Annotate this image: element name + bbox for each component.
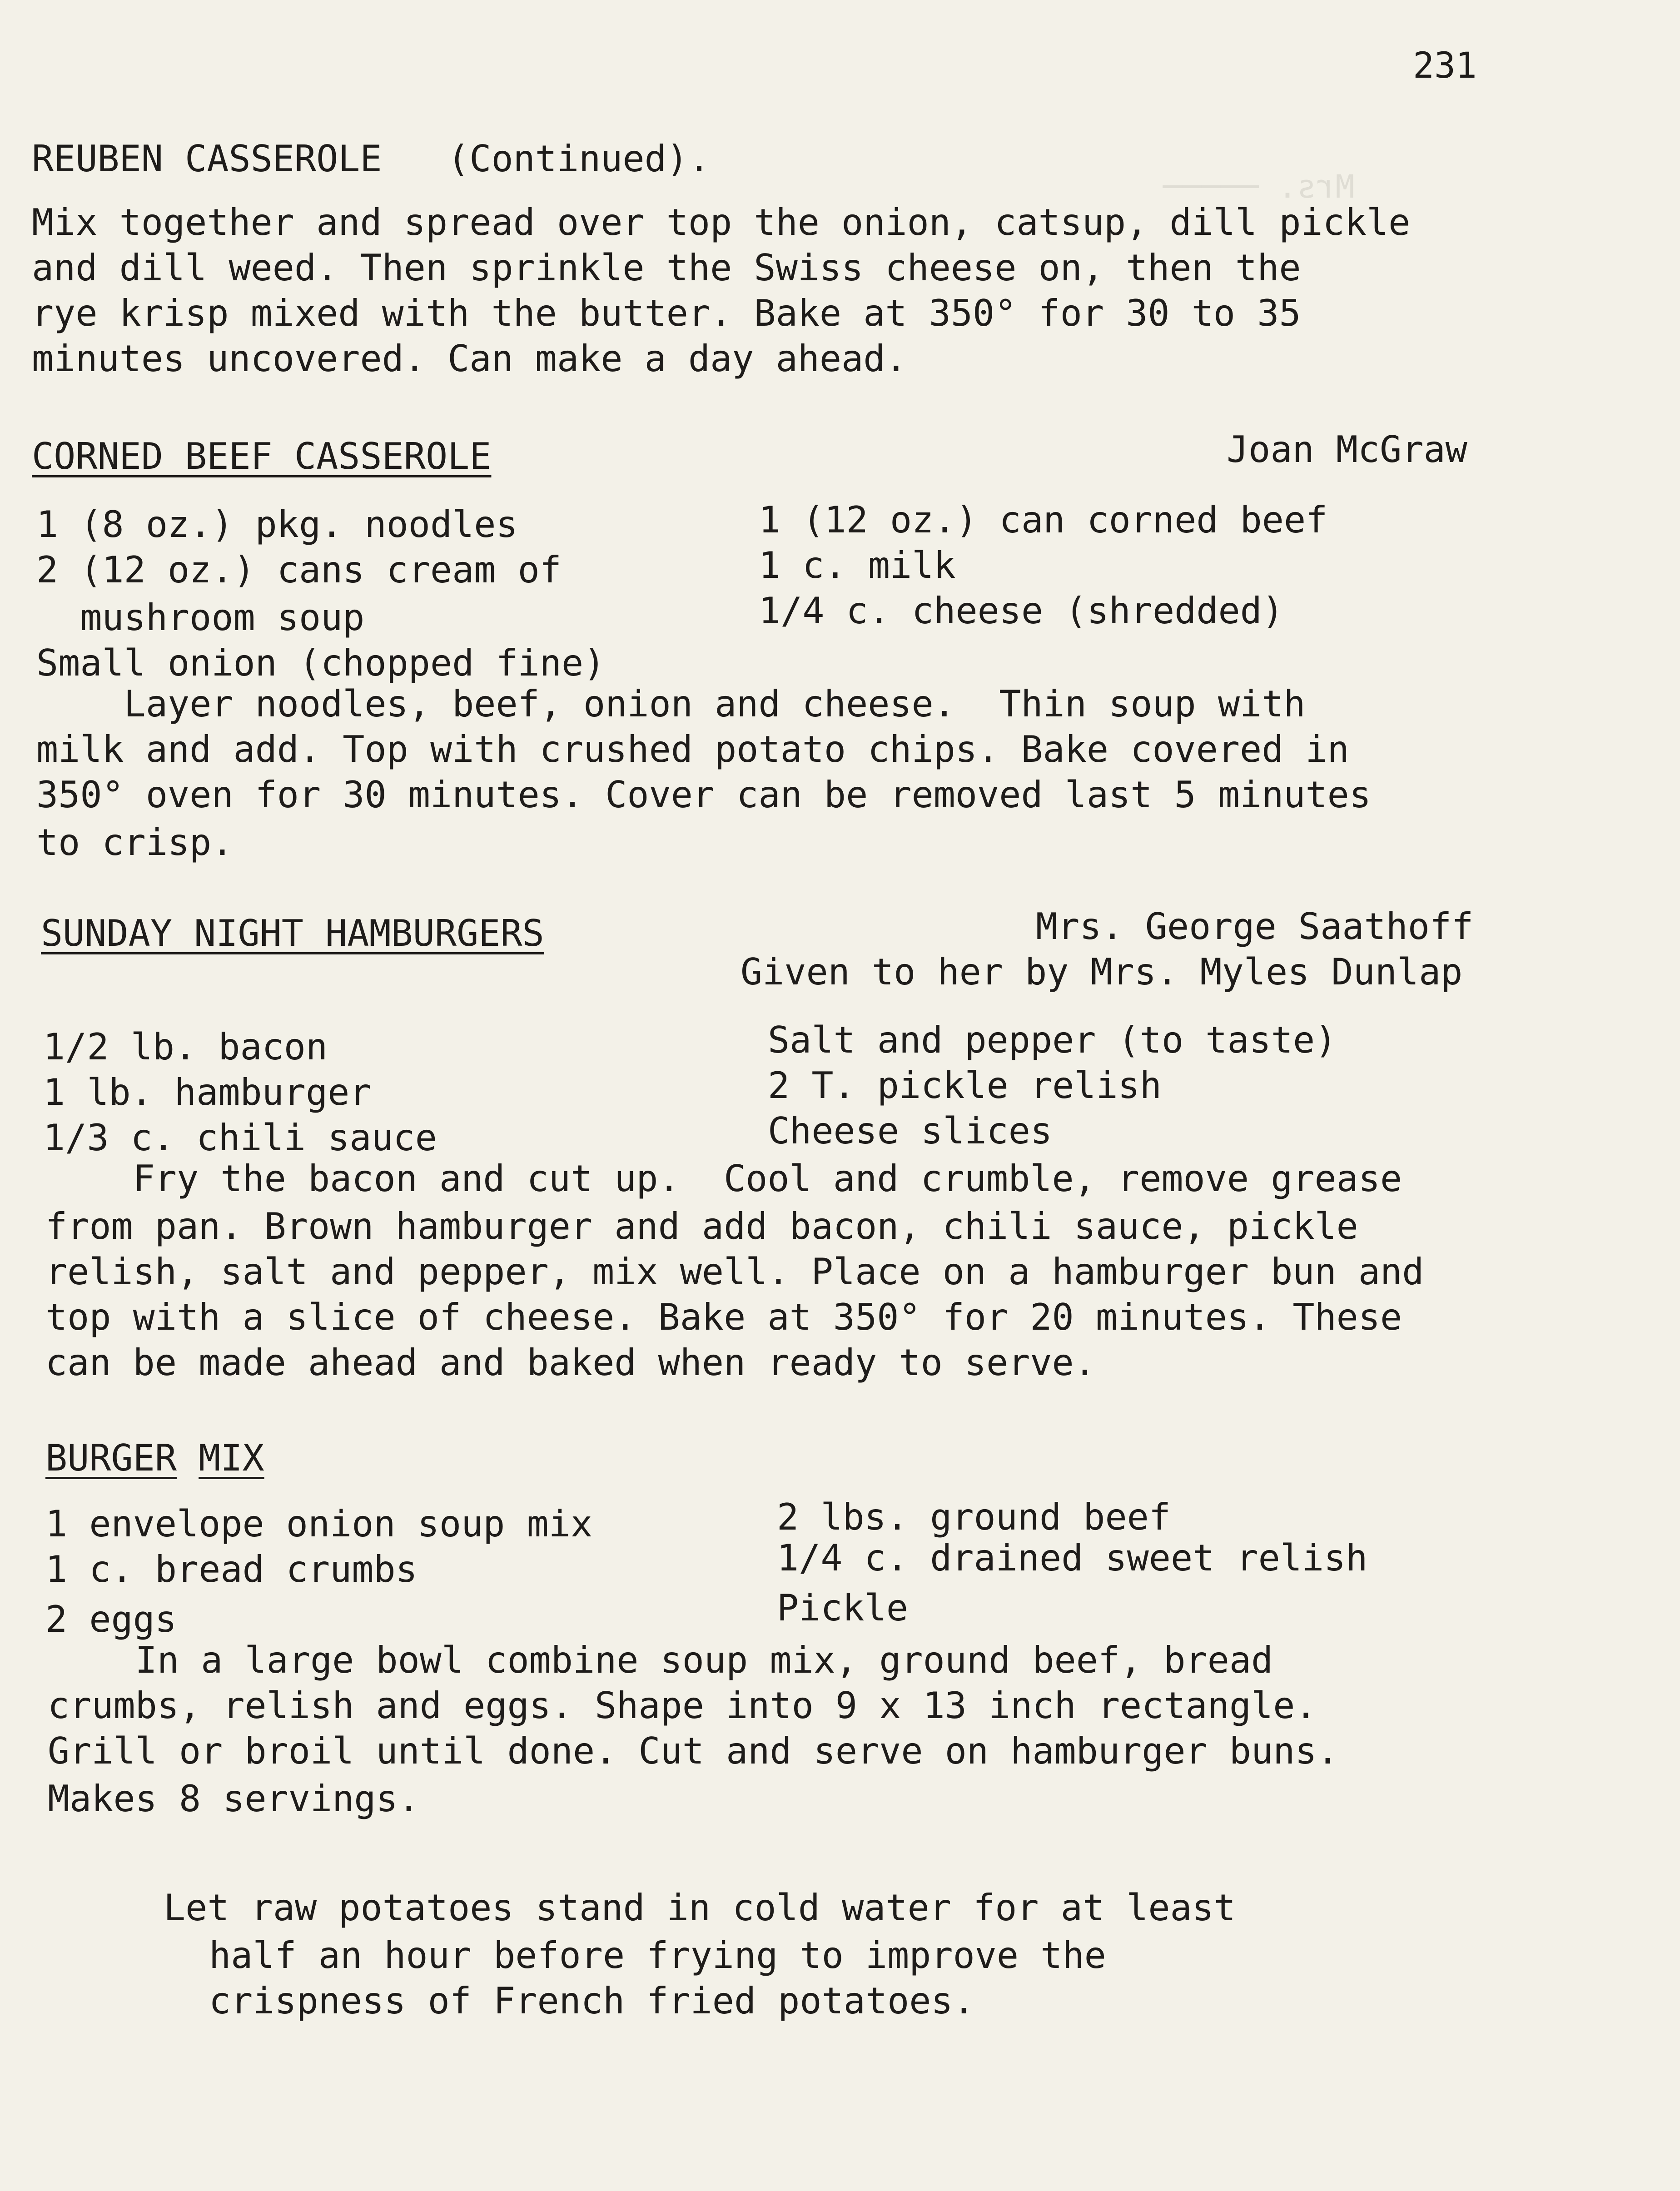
ingredient: 1/3 c. chili sauce — [43, 1117, 437, 1159]
ingredient: 2 lbs. ground beef — [777, 1496, 1171, 1538]
sunday-line: top with a slice of cheese. Bake at 350° for 20 minutes. These — [45, 1296, 1402, 1338]
sunday-line: Fry the bacon and cut up. Cool and crumble, remove grease — [45, 1158, 1402, 1200]
ingredient: Pickle — [777, 1587, 908, 1629]
corned-beef-line: to crisp. — [36, 821, 234, 864]
ingredient: 2 T. pickle relish — [768, 1064, 1162, 1107]
ingredient: mushroom soup — [36, 596, 365, 639]
reuben-continued: (Continued). — [447, 138, 711, 180]
burger-line: Makes 8 servings. — [48, 1778, 420, 1820]
ingredient: 1 envelope onion soup mix — [45, 1503, 593, 1545]
reuben-line: rye krisp mixed with the butter. Bake at 350° for 30 to 35 — [32, 292, 1301, 334]
corned-beef-author: Joan McGraw — [1227, 428, 1467, 471]
reuben-line: Mix together and spread over top the onion, catsup, dill pickle — [32, 201, 1411, 243]
tip-line: half an hour before frying to improve the — [209, 1934, 1106, 1977]
ingredient: 1 c. bread crumbs — [45, 1548, 418, 1590]
burger-title-a: BURGER — [45, 1437, 177, 1479]
reuben-line: minutes uncovered. Can make a day ahead. — [32, 338, 907, 380]
sunday-line: relish, salt and pepper, mix well. Place on a hamburger bun and — [45, 1251, 1424, 1293]
page-number: 231 — [1413, 45, 1477, 86]
corned-beef-title: CORNED BEEF CASSEROLE — [32, 435, 492, 477]
corned-beef-line: Layer noodles, beef, onion and cheese. Thin soup with — [36, 683, 1306, 725]
ingredient: Small onion (chopped fine) — [36, 642, 606, 684]
burger-line: Grill or broil until done. Cut and serve on hamburger buns. — [48, 1730, 1339, 1772]
burger-title — [45, 1437, 264, 1479]
ingredient: 1 lb. hamburger — [43, 1071, 372, 1113]
burger-line: In a large bowl combine soup mix, ground beef, bread — [48, 1639, 1273, 1681]
bleed-through: Mrs. ───── — [1163, 168, 1355, 205]
burger-title-b: MIX — [199, 1437, 264, 1479]
burger-line: crumbs, relish and eggs. Shape into 9 x 13 inch rectangle. — [48, 1684, 1317, 1727]
ingredient: 2 eggs — [45, 1598, 177, 1640]
ingredient: 1/4 c. cheese (shredded) — [759, 590, 1284, 632]
sunday-line: can be made ahead and baked when ready to serve. — [45, 1341, 1096, 1384]
ingredient: 1 (8 oz.) pkg. noodles — [36, 503, 518, 546]
reuben-line: and dill weed. Then sprinkle the Swiss cheese on, then the — [32, 247, 1301, 289]
reuben-title — [32, 138, 711, 180]
sunday-author: Mrs. George Saathoff — [1036, 905, 1474, 948]
ingredient: 2 (12 oz.) cans cream of — [36, 549, 562, 591]
ingredient: 1/4 c. drained sweet relish — [777, 1537, 1368, 1579]
ingredient: Salt and pepper (to taste) — [768, 1019, 1337, 1061]
corned-beef-line: 350° oven for 30 minutes. Cover can be removed last 5 minutes — [36, 774, 1372, 816]
ingredient: 1/2 lb. bacon — [43, 1026, 328, 1068]
tip-line: crispness of French fried potatoes. — [209, 1980, 975, 2022]
ingredient: 1 (12 oz.) can corned beef — [759, 499, 1328, 541]
ingredient: Cheese slices — [768, 1110, 1053, 1152]
sunday-line: from pan. Brown hamburger and add bacon, chili sauce, pickle — [45, 1205, 1358, 1247]
ingredient: 1 c. milk — [759, 544, 956, 586]
corned-beef-line: milk and add. Top with crushed potato chips. Bake covered in — [36, 728, 1349, 770]
reuben-title-text: REUBEN CASSEROLE — [32, 138, 382, 180]
tip-line: Let raw potatoes stand in cold water for at least — [164, 1887, 1236, 1929]
sunday-title: SUNDAY NIGHT HAMBURGERS — [41, 912, 544, 954]
sunday-given: Given to her by Mrs. Myles Dunlap — [741, 951, 1463, 993]
